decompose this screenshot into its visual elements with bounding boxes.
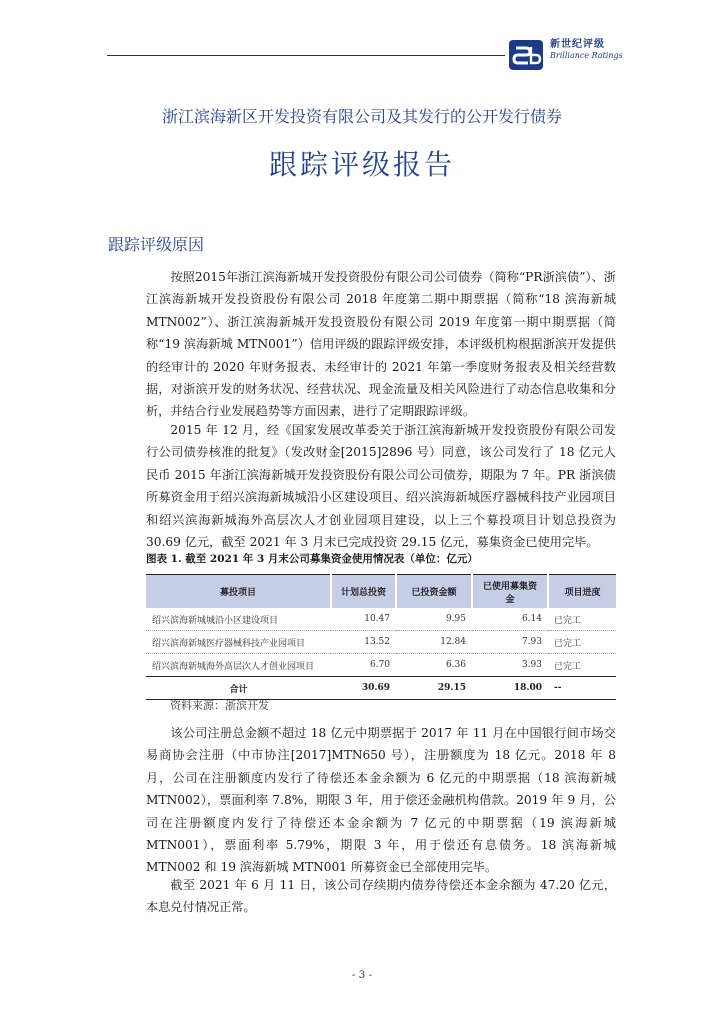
report-subtitle: 浙江滨海新区开发投资有限公司及其发行的公开发行债券 (161, 107, 562, 126)
cell-total-progress: -- (548, 677, 616, 700)
cell-progress: 已完工 (548, 631, 616, 654)
header-invested-amount: 已投资金额 (396, 575, 472, 609)
cell-progress: 已完工 (548, 654, 616, 677)
paragraph-rating-reason: 按照2015年浙江滨海新城开发投资股份有限公司公司债券（简称“PR浙滨债”）、浙江滨海新城开发投资股份有限公司 2018 年度第二期中期票据（简称“18 滨海新城 MTN002”）、浙江滨海新城开发投资股份有限公司 2019 年度第一期中期票据（简称“19 滨海新城 MTN001”）信用评级的跟踪评级安排，本评级机构根据浙滨开发提供的经审计的 2020 年财务报表、未经审计的 2021 年第一季度财务报表及相关经营数据，对浙滨开发的财务状况、经营状况、现金流量及相关风险进行了动态信息收集和分析，并结合行业发展趋势等方面因素，进行了定期跟踪评级。 (146, 270, 616, 419)
cell-project: 绍兴滨海新城海外高层次人才创业园项目 (146, 654, 331, 677)
cell-planned: 6.70 (331, 654, 396, 677)
table-caption: 图表 1. 截至 2021 年 3 月末公司募集资金使用情况表（单位：亿元） (146, 553, 478, 565)
cell-planned: 10.47 (331, 608, 396, 631)
fund-usage-table (146, 574, 616, 700)
table-row (146, 654, 616, 677)
logo-english-name: Brilliance Ratings (550, 51, 623, 60)
table-header-row (146, 575, 616, 609)
cell-project: 绍兴滨海新城医疗器械科技产业园项目 (146, 631, 331, 654)
paragraph-mtn-notes: 该公司注册总金额不超过 18 亿元中期票据于 2017 年 11 月在中国银行间市场交易商协会注册（中市协注[2017]MTN650 号），注册额度为 18 亿元。2018 年 8 月，公司在注册额度内发行了待偿还本金余额为 6 亿元的中期票据（18 滨海新城 MTN002），票面利率 7.8%，期限 3 年，用于偿还金融机构借款。2019 年 9 月，公司在注册额度内发行了待偿还本金余额为 7 亿元的中期票据（19 滨海新城 MTN001），票面利率 5.79%，期限 3 年，用于偿还有息债务。18 滨海新城 MTN002 和 19 滨海新城 MTN001 所募资金已全部使用完毕。 (146, 726, 616, 875)
header-project: 募投项目 (146, 575, 331, 609)
cell-progress: 已完工 (548, 608, 616, 631)
cell-total-used: 18.00 (472, 677, 548, 700)
cell-used: 7.93 (472, 631, 548, 654)
table-row (146, 631, 616, 654)
header-progress: 项目进度 (548, 575, 616, 609)
section-heading: 跟踪评级原因 (108, 235, 205, 254)
cell-used: 6.14 (472, 608, 548, 631)
report-title: 跟踪评级报告 (268, 148, 455, 181)
table-source-note: 资料来源：浙滨开发 (170, 699, 269, 712)
page-number: - 3 - (351, 969, 373, 981)
header-used-funds: 已使用募集资金 (472, 575, 548, 609)
cell-invested: 12.84 (396, 631, 472, 654)
header-rule (107, 55, 505, 56)
cell-total-invested: 29.15 (396, 677, 472, 700)
paragraph-bond-issuance: 2015 年 12 月，经《国家发展改革委关于浙江滨海新城开发投资股份有限公司发行公司债券核准的批复》（发改财金[2015]2896 号）同意，该公司发行了 18 亿元人民币 2015 年浙江滨海新城开发投资股份有限公司公司债券，期限为 7 年。PR 浙滨债所募资金用于绍兴滨海新城城沿小区建设项目、绍兴滨海新城医疗器械科技产业园项目和绍兴滨海新城海外高层次人才创业园项目建设，以上三个募投项目计划总投资为 30.69 亿元，截至 2021 年 3 月末已完成投资 29.15 亿元，募集资金已使用完毕。 (146, 423, 616, 550)
table-row (146, 608, 616, 631)
cell-used: 3.93 (472, 654, 548, 677)
cell-total-planned: 30.69 (331, 677, 396, 700)
cell-planned: 13.52 (331, 631, 396, 654)
paragraph-outstanding-balance: 截至 2021 年 6 月 11 日，该公司存续期内债券待偿还本金余额为 47.20 亿元，本息兑付情况正常。 (146, 878, 616, 915)
cell-total-label: 合计 (146, 677, 331, 700)
cell-invested: 6.36 (396, 654, 472, 677)
brilliance-logo-icon (509, 40, 543, 70)
header-planned-investment: 计划总投资 (331, 575, 396, 609)
cell-project: 绍兴滨海新城城沿小区建设项目 (146, 608, 331, 631)
cell-invested: 9.95 (396, 608, 472, 631)
logo-chinese-name: 新世纪评级 (550, 39, 605, 50)
